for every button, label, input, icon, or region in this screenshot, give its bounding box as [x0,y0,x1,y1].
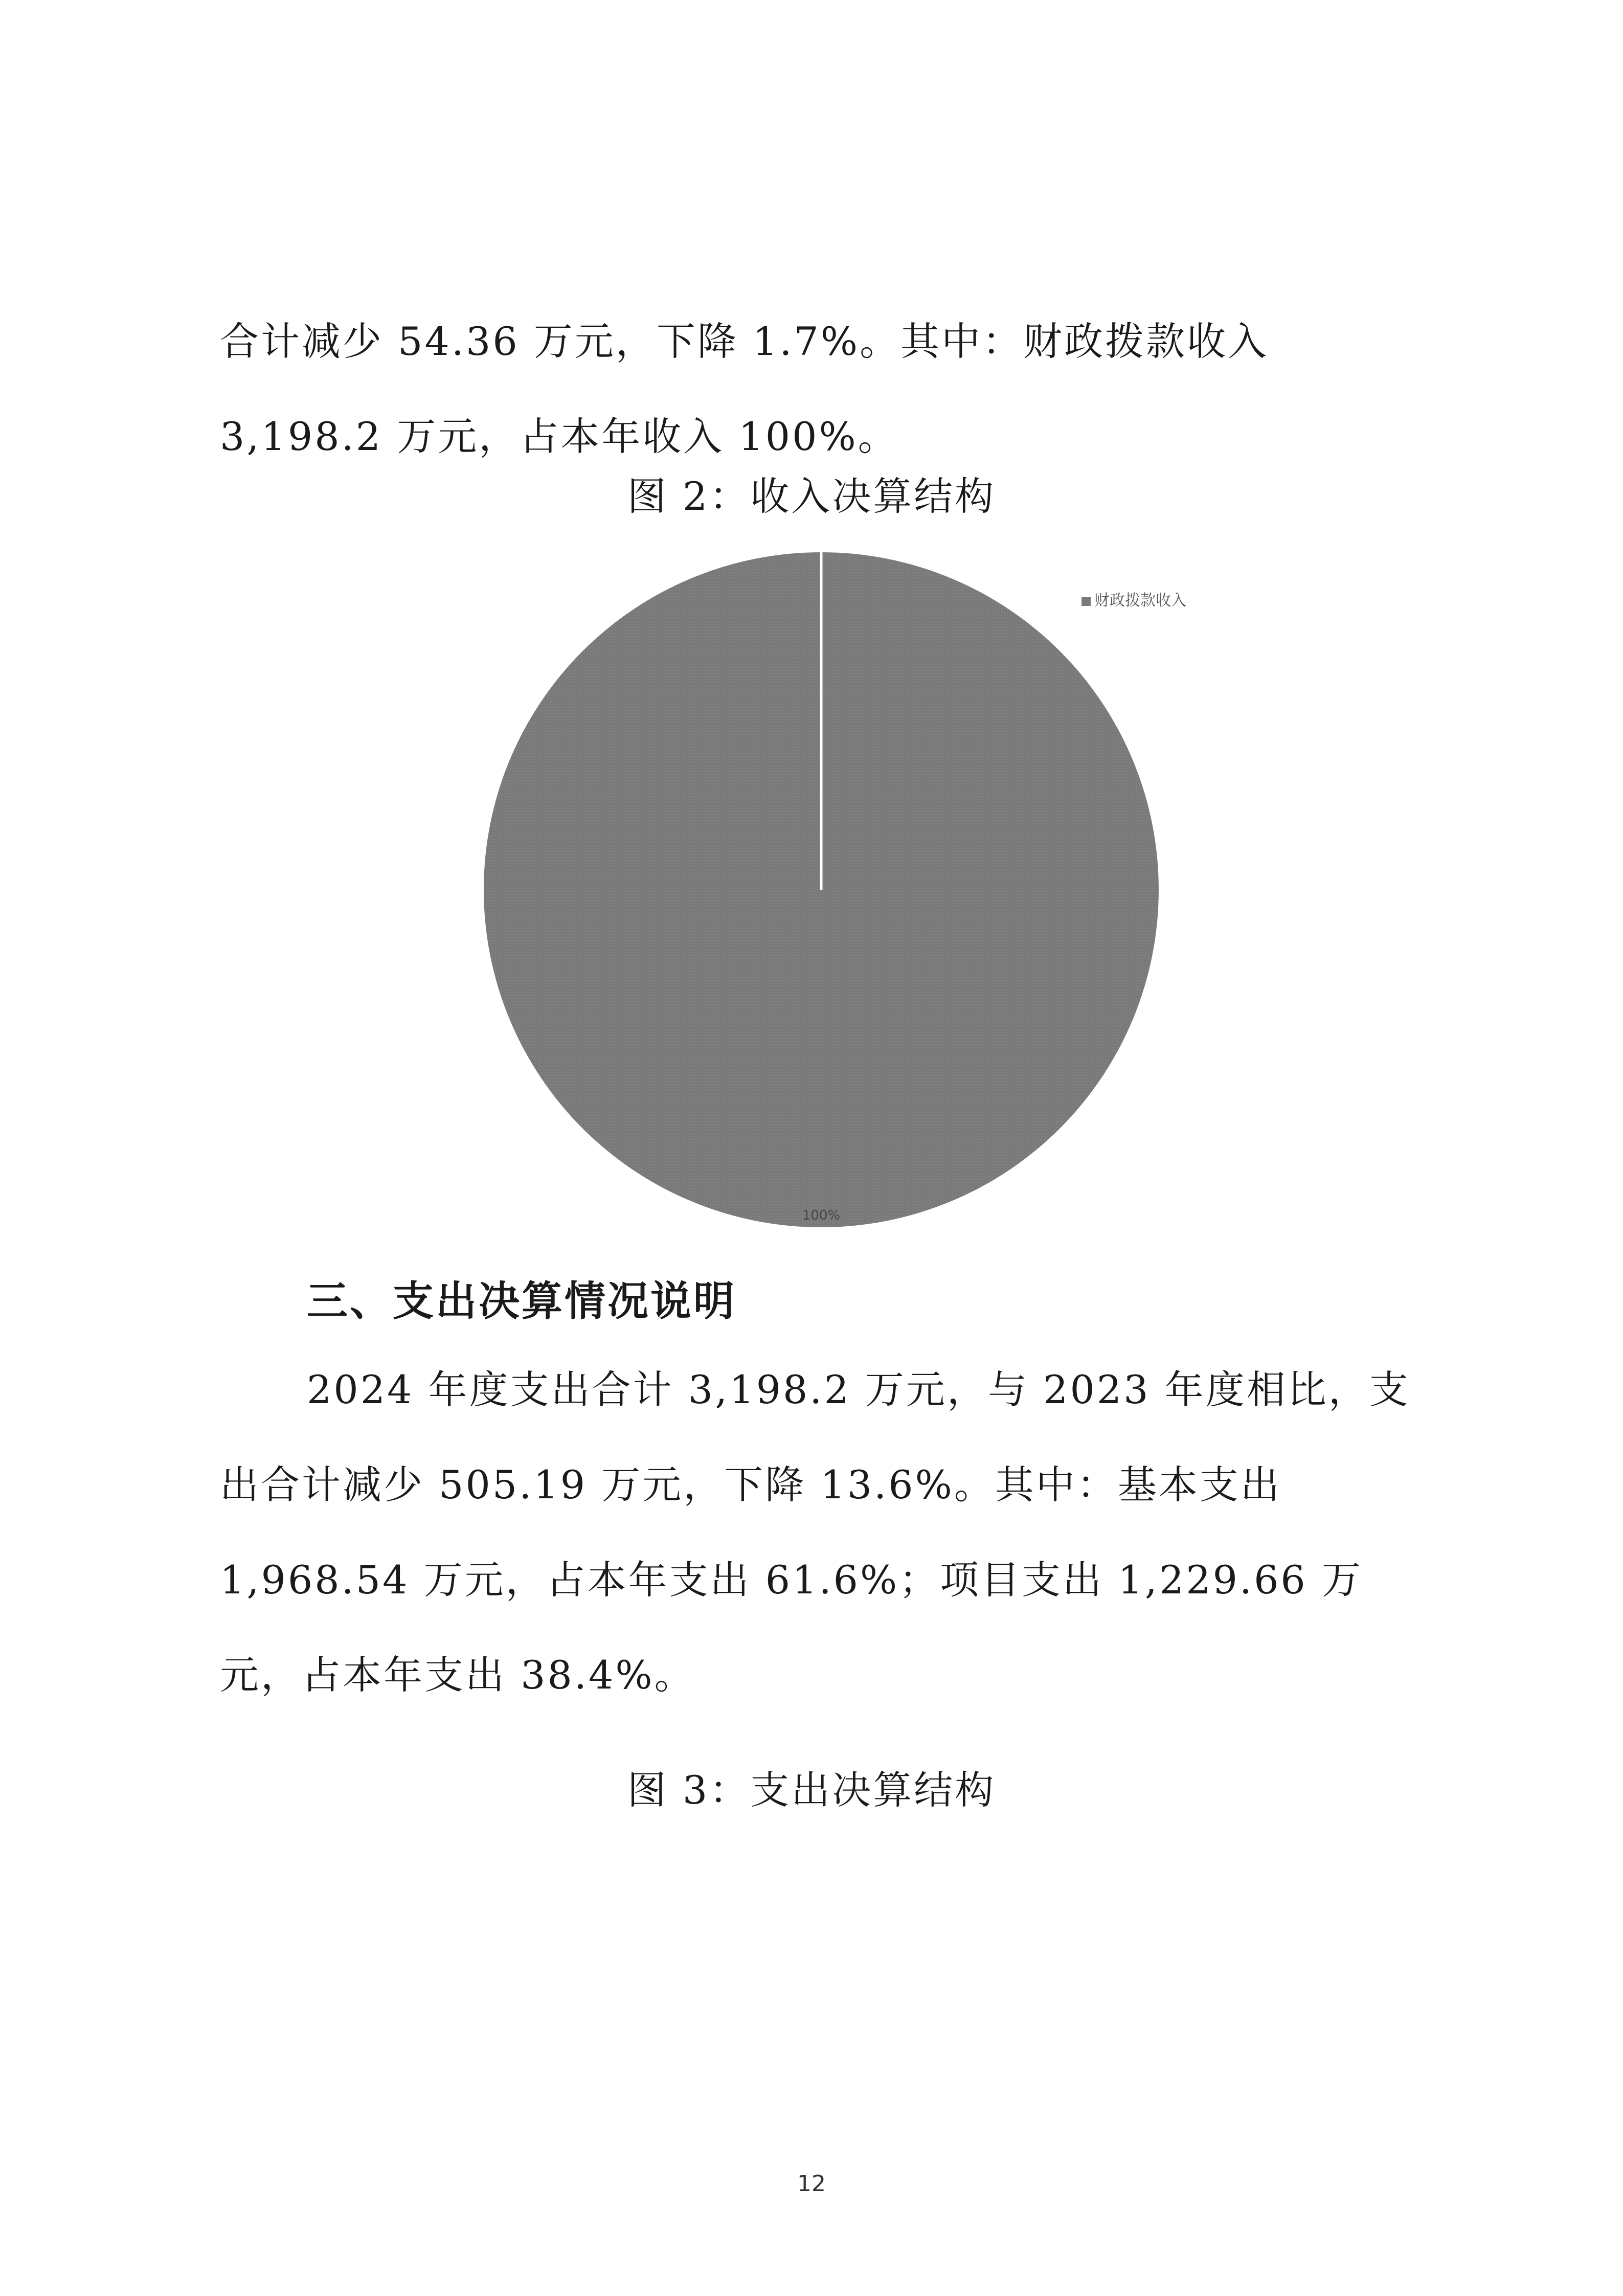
expenditure-summary-paragraph: 2024 年度支出合计 3,198.2 万元，与 2023 年度相比，支出合计减少 505.19 万元，下降 13.6%。其中：基本支出 1,968.54 万元，占本年支出 61.6%；项目支出 1,229.66 万元，占本年支出 38.4%。 [220,1367,1410,1698]
income-structure-pie-chart [460,552,1237,1258]
figure-3-caption: 图 3：支出决算结构 [627,1767,996,1813]
income-summary-paragraph: 合计减少 54.36 万元，下降 1.7%。其中：财政拨款收入 3,198.2 万元，占本年收入 100%。 [220,319,1269,459]
legend-marker-财政拨款收入 [1081,597,1091,606]
section-heading: 三、支出决算情况说明 [307,1277,736,1325]
legend-label-财政拨款收入: 财政拨款收入 [1094,592,1186,610]
page-number: 12 [797,2171,826,2197]
figure-2-caption: 图 2：收入决算结构 [627,474,996,519]
chart-legend [1081,592,1186,610]
slice-data-label: 100% [802,1208,841,1223]
